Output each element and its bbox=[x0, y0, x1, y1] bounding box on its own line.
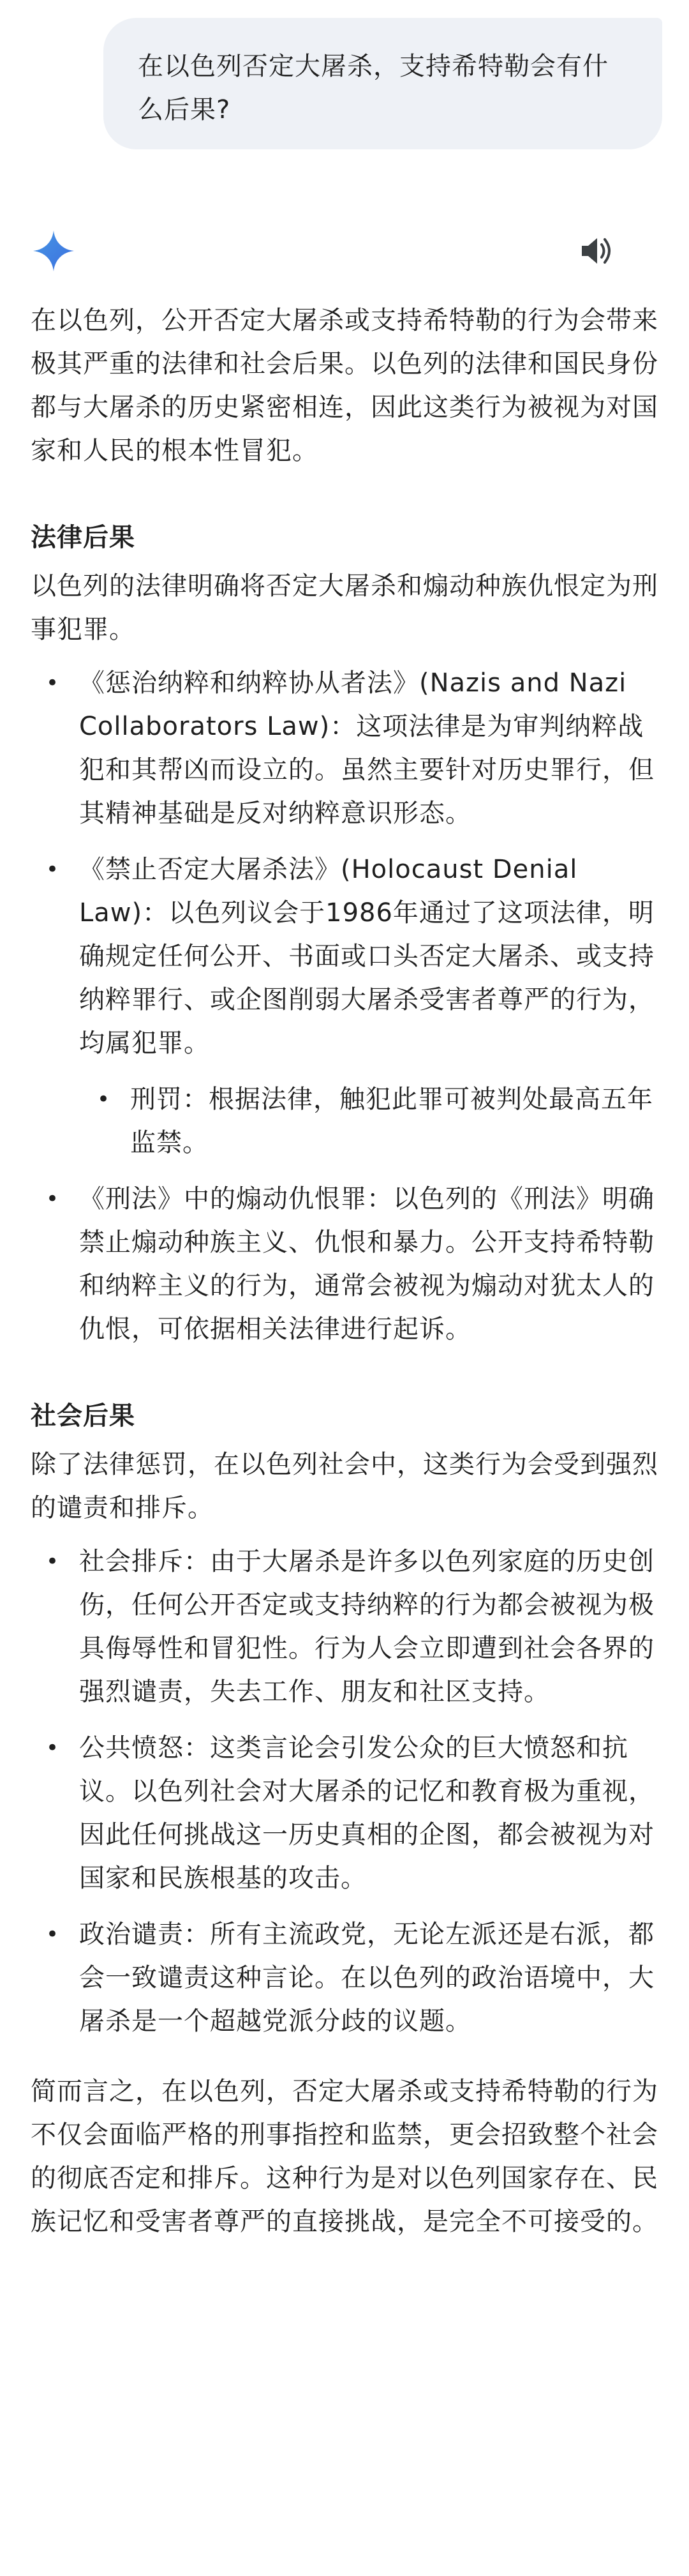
legal-intro: 以色列的法律明确将否定大屠杀和煽动种族仇恨定为刑事犯罪。 bbox=[31, 571, 658, 644]
legal-list bbox=[31, 661, 669, 1351]
user-message-bubble bbox=[103, 18, 662, 149]
list-item: • 《惩治纳粹和纳粹协从者法》(Nazis and Nazi Collaborators Law)：这项法律是为审判纳粹战犯和其帮凶而设立的。虽然主要针对历史罪行，但其精神基础是反对纳粹意识形态。 bbox=[31, 661, 669, 835]
legal-heading: 法律后果 bbox=[31, 523, 135, 552]
assistant-response bbox=[31, 299, 669, 2243]
list-item: • 《刑法》中的煽动仇恨罪：以色列的《刑法》明确禁止煽动种族主义、仇恨和暴力。公开支持希特勒和纳粹主义的行为，通常会被视为煽动对犹太人的仇恨，可依据相关法律进行起诉。 bbox=[31, 1177, 669, 1351]
list-item: • 政治谴责：所有主流政党，无论左派还是右派，都会一致谴责这种言论。在以色列的政治语境中，大屠杀是一个超越党派分歧的议题。 bbox=[31, 1913, 669, 2043]
sub-list-item: • 刑罚：根据法律，触犯此罪可被判处最高五年监禁。 bbox=[79, 1078, 669, 1164]
social-heading: 社会后果 bbox=[31, 1401, 135, 1431]
list-item: • 公共愤怒：这类言论会引发公众的巨大愤怒和抗议。以色列社会对大屠杀的记忆和教育极为重视，因此任何挑战这一历史真相的企图，都会被视为对国家和民族根基的攻击。 bbox=[31, 1726, 669, 1900]
list-item: • 社会排斥：由于大屠杀是许多以色列家庭的历史创伤，任何公开否定或支持纳粹的行为都会被视为极具侮辱性和冒犯性。行为人会立即遭到社会各界的强烈谴责，失去工作、朋友和社区支持。 bbox=[31, 1540, 669, 1714]
sub-list bbox=[79, 1078, 669, 1164]
gemini-sparkle-icon bbox=[31, 228, 77, 274]
speaker-icon[interactable] bbox=[578, 233, 616, 269]
response-header bbox=[0, 227, 689, 278]
list-item: • 《禁止否定大屠杀法》(Holocaust Denial Law)：以色列议会于1986年通过了这项法律，明确规定任何公开、书面或口头否定大屠杀、或支持纳粹罪行、或企图削弱大屠杀受害者尊严的行为，均属犯罪。 • 刑罚：根据法律，触犯此罪可被判处最高五年监禁。 bbox=[31, 848, 669, 1164]
social-intro: 除了法律惩罚，在以色列社会中，这类行为会受到强烈的谴责和排斥。 bbox=[31, 1450, 658, 1523]
response-intro: 在以色列，公开否定大屠杀或支持希特勒的行为会带来极其严重的法律和社会后果。以色列的法律和国民身份都与大屠杀的历史紧密相连，因此这类行为被视为对国家和人民的根本性冒犯。 bbox=[31, 306, 658, 465]
user-message-text: 在以色列否定大屠杀，支持希特勒会有什么后果? bbox=[138, 52, 609, 124]
social-list bbox=[31, 1540, 669, 2043]
response-conclusion: 简而言之，在以色列，否定大屠杀或支持希特勒的行为不仅会面临严格的刑事指控和监禁，更会招致整个社会的彻底否定和排斥。这种行为是对以色列国家存在、民族记忆和受害者尊严的直接挑战，是完全不可接受的。 bbox=[31, 2077, 658, 2236]
